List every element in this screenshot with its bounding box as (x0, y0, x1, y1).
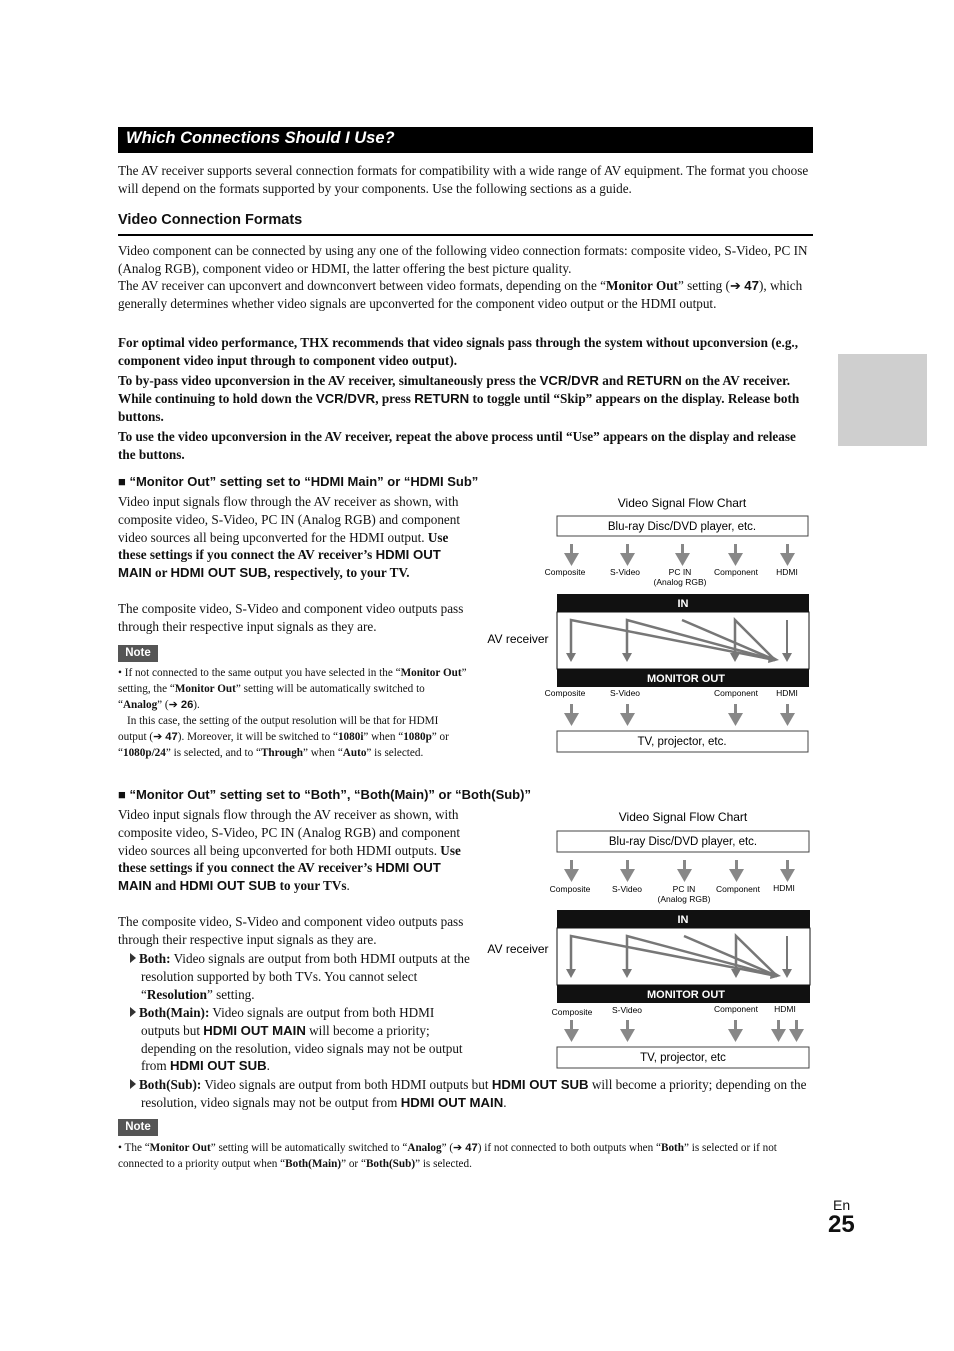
paragraph-formats: Video component can be connected by using any one of the following video connection formats: composite video, S-Video, PC IN (Analog RGB), component video or HDMI, the latter offering the best picture quality. (118, 243, 808, 276)
chart1-in-label-pcin: PC IN (668, 567, 692, 577)
chart2-dest: TV, projector, etc (640, 1052, 726, 1064)
chart2-in-label-analog-rgb: (Analog RGB) (657, 894, 711, 904)
intro-paragraph: The AV receiver supports several connection formats for compatibility with a wide range of AV equipment. The format you choose will depend on the formats supported by your components. Use the following sections as a guide. (118, 163, 809, 196)
option-both-sub: Both(Sub): Video signals are output from both HDMI outputs but HDMI OUT SUB will become a priority; depending on the resolution, video signals may not be output from HDMI OUT MAIN. (130, 1076, 820, 1112)
chart1-out-label-component: Component (714, 688, 758, 698)
chart2-out-label-component: Component (714, 1004, 758, 1014)
chart1-in-label-hdmi: HDMI (776, 567, 798, 577)
option-both: Both: Video signals are output from both HDMI outputs at the resolution supported by both TVs. You cannot select “Resolution” setting. (130, 950, 470, 1003)
chart2-in-label-composite: Composite (549, 884, 591, 894)
page-number: 25 (828, 1211, 855, 1238)
chart2-in-label: IN (677, 914, 689, 926)
note-text-1: • If not connected to the same output you have selected in the “Monitor Out” setting, the “Monitor Out” setting will be automatically switched to “Analog” (➔ 26). In this case, the setting of the output resolution will be that for HDMI output (➔ 47). Moreover, it will be switched to “1080i” when “1080p” or “1080p/24” is selected, and to “Through” when “Auto” is selected. (118, 667, 467, 759)
sub2-paragraph-2: The composite video, S-Video and component video outputs pass through their respective input signals as they are. (118, 914, 464, 947)
paragraph-use-upconversion: To use the video upconversion in the AV receiver, repeat the above process until “Use” appears on the display and release the buttons. (118, 429, 796, 462)
chart1-input-arrows (564, 544, 795, 566)
paragraph-thx: For optimal video performance, THX recommends that video signals pass through the system without upconversion (e.g., component video input through to component video output). (118, 335, 799, 368)
subheading-hdmi-main-sub: ■ “Monitor Out” setting set to “HDMI Main” or “HDMI Sub” (118, 474, 479, 489)
chart2-output-arrows (564, 1020, 804, 1042)
note-badge: Note (118, 645, 158, 662)
chart1-in-label: IN (677, 598, 689, 610)
flow-chart-2 (480, 804, 815, 1074)
chart2-out-label-hdmi: HDMI (774, 1004, 796, 1014)
chart2-out-label-svideo: S-Video (611, 1005, 643, 1015)
chart1-in-label-svideo: S-Video (609, 567, 641, 577)
chart2-out-label: MONITOR OUT (646, 989, 726, 1001)
chart1-out-label: MONITOR OUT (646, 673, 726, 685)
chart1-out-label-composite: Composite (544, 688, 586, 698)
chart1-out-label-hdmi: HDMI (776, 688, 798, 698)
paragraph-upconvert: The AV receiver can upconvert and downconvert between video formats, depending on the “Monitor Out” setting (➔ 47), which generally determines whether video signals are upconverted for the component video output or the HDMI output. (118, 278, 803, 311)
paragraph-bypass: To by-pass video upconversion in the AV receiver, simultaneously press the VCR/DVR and RETURN on the AV receiver. While continuing to hold down the VCR/DVR, press RETURN to toggle until “Skip” appears on the display. Release both buttons. (118, 373, 800, 424)
option-both-main: Both(Main): Video signals are output from both HDMI outputs but HDMI OUT MAIN will become a priority; depending on the resolution, video signals may not be output from HDMI OUT SUB. (130, 1004, 470, 1075)
chart2-in-label-component: Component (716, 884, 760, 894)
subheading-both: ■ “Monitor Out” setting set to “Both”, “Both(Main)” or “Both(Sub)” (118, 787, 531, 802)
section-banner (118, 127, 813, 153)
banner-title: Which Connections Should I Use? (126, 129, 395, 147)
chart1-in-label-component: Component (714, 567, 758, 577)
chart2-receiver-label: AV receiver (487, 942, 549, 956)
triangle-bullet-icon (130, 1079, 136, 1089)
chart2-out-label-composite: Composite (551, 1007, 593, 1017)
note-text-2: • The “Monitor Out” setting will be automatically switched to “Analog” (➔ 47) if not connected to both outputs when “Both” is selected or if not connected to a priority output when “Both(Main)” or “Both(Sub)” is selected. (118, 1142, 777, 1170)
triangle-bullet-icon (130, 953, 136, 963)
chart1-receiver-label: AV receiver (487, 632, 549, 646)
chart2-in-label-pcin: PC IN (672, 884, 696, 894)
chart1-in-label-analog-rgb: (Analog RGB) (653, 577, 707, 587)
chart1-title: Video Signal Flow Chart (617, 496, 747, 510)
chart1-dest: TV, projector, etc. (637, 736, 727, 748)
side-tab-marker (838, 354, 927, 446)
chart1-output-arrows (564, 704, 795, 726)
section-rule (118, 234, 813, 236)
chart2-in-label-hdmi: HDMI (773, 883, 795, 893)
chart2-title: Video Signal Flow Chart (618, 810, 748, 824)
chart1-in-label-composite: Composite (544, 567, 586, 577)
chart1-source: Blu-ray Disc/DVD player, etc. (607, 521, 757, 533)
sub1-paragraph: Video input signals flow through the AV receiver as shown, with composite video, S-Video, PC IN (Analog RGB) and component video sources all being upconverted for the HDMI output. Use these settings if you connect the AV receiver’s HDMI OUT MAIN or HDMI OUT SUB, respectively, to your TV. (118, 494, 461, 581)
section-title: Video Connection Formats (118, 212, 303, 228)
flow-chart-1 (480, 490, 815, 760)
chart2-in-label-svideo: S-Video (611, 884, 643, 894)
language-label: En (833, 1197, 851, 1213)
sub2-paragraph: Video input signals flow through the AV receiver as shown, with composite video, S-Video, PC IN (Analog RGB) and component video sources all being upconverted for both HDMI outputs. Use these settings if you connect the AV receiver’s HDMI OUT MAIN and HDMI OUT SUB to your TVs. (118, 807, 461, 894)
chart2-source: Blu-ray Disc/DVD player, etc. (608, 836, 758, 848)
chart2-input-arrows (564, 860, 795, 882)
chart1-out-label-svideo: S-Video (609, 688, 641, 698)
note-badge: Note (118, 1119, 158, 1136)
sub1-paragraph-2: The composite video, S-Video and component video outputs pass through their respective input signals as they are. (118, 601, 464, 634)
triangle-bullet-icon (130, 1007, 136, 1017)
